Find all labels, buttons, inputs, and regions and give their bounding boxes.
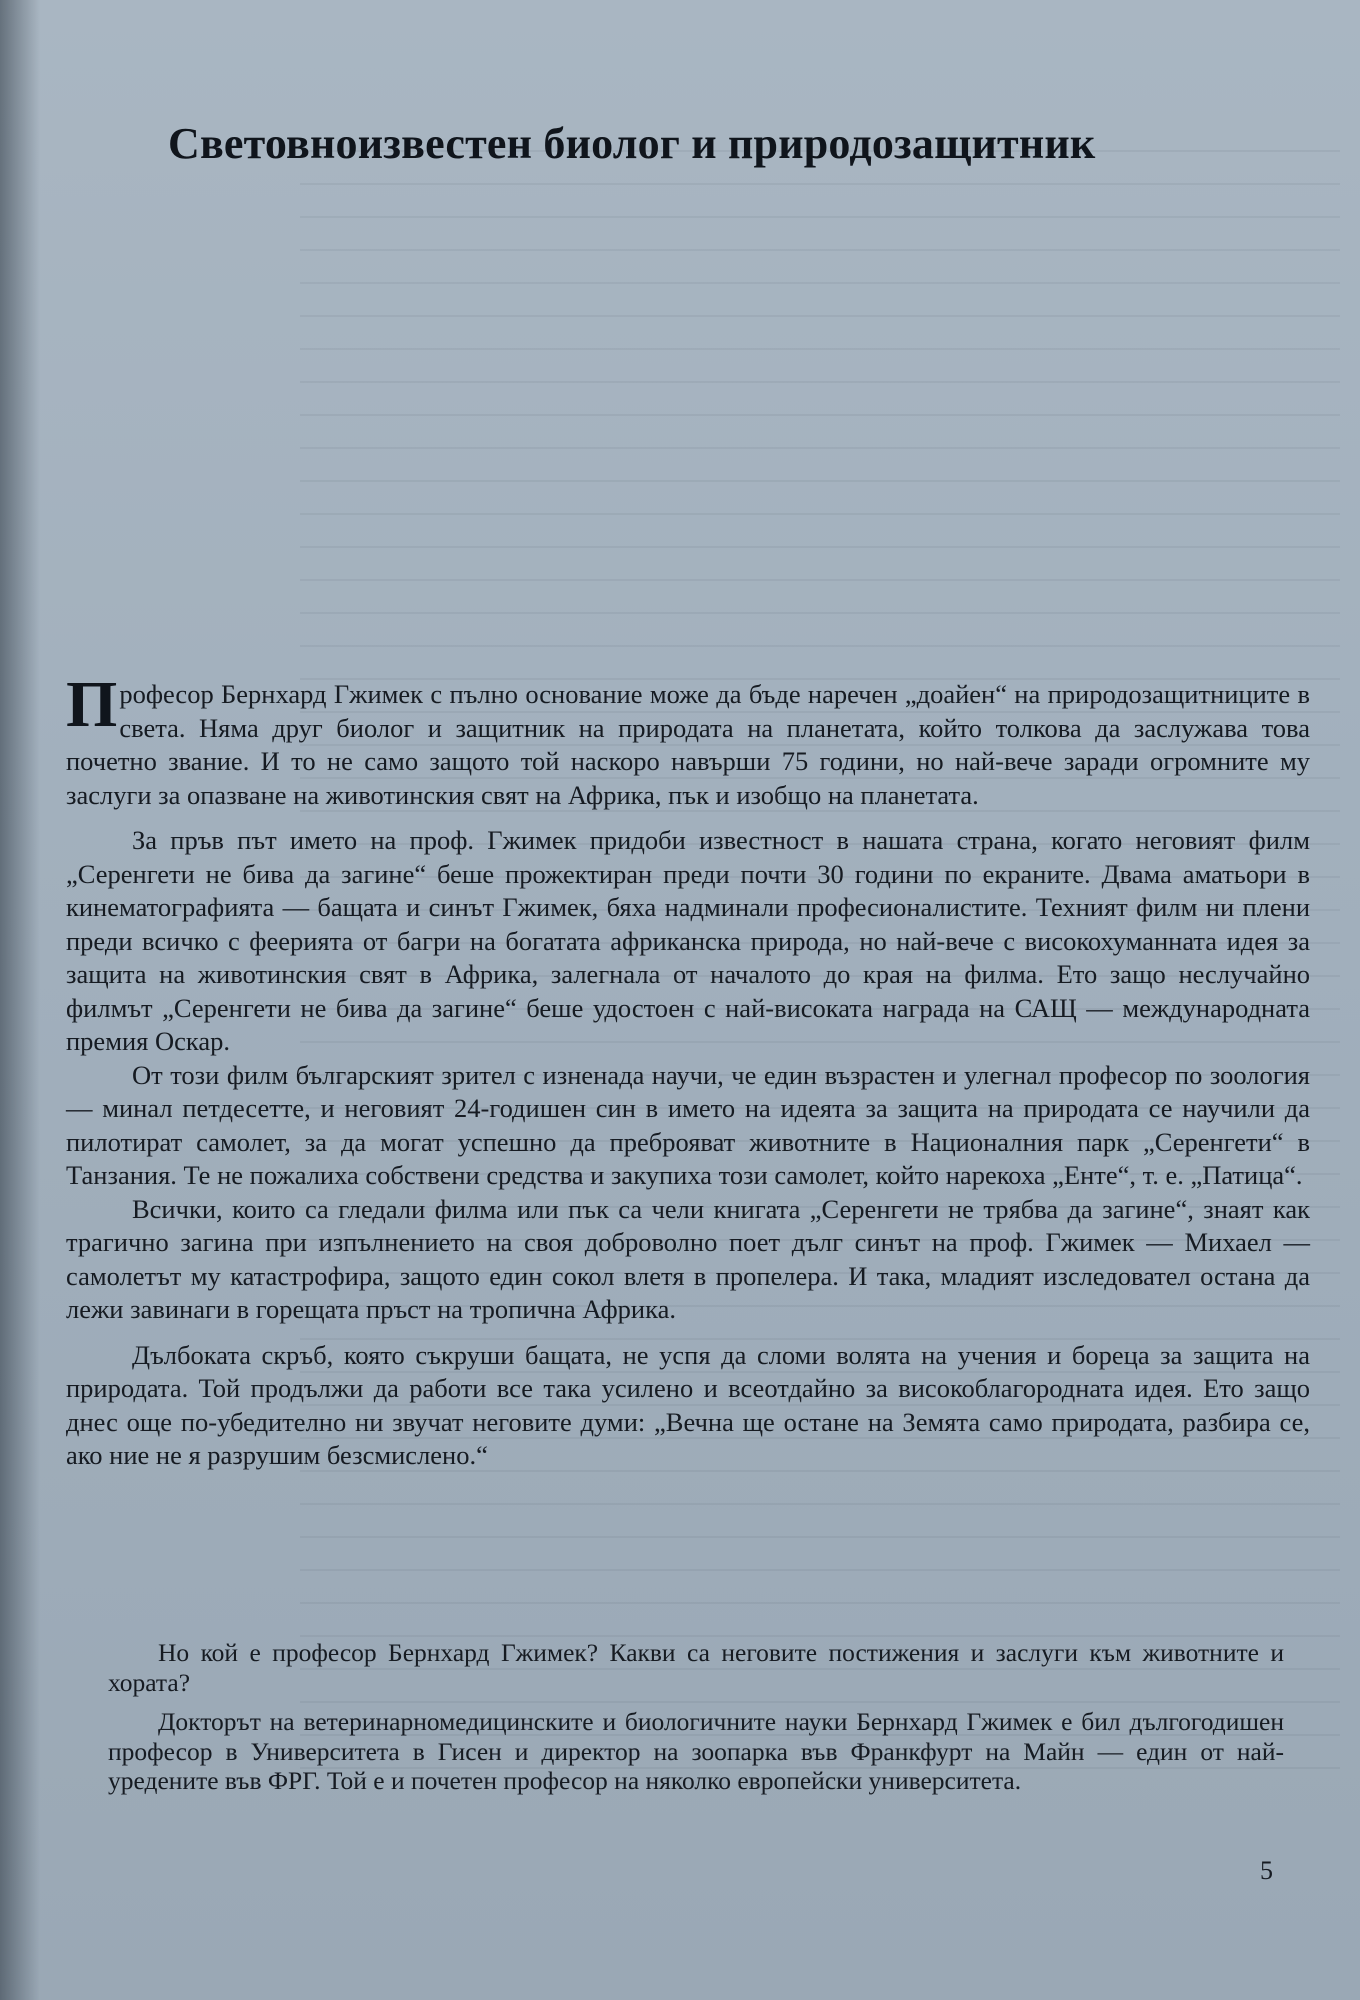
paragraph-text: рофесор Бернхард Гжимек с пълно основание може да бъде наречен „доайен“ на природозащитниците в света. Няма друг биолог и защитник на природата на планетата, който толкова да заслужава това почетно звание. И то не само защото той наскоро навърши 75 години, но най-вече заради огромните му заслуги за опазване на животинския свят на Африка, пък и изобщо на планетата. <box>66 679 1310 810</box>
paragraph-6: Но кой е професор Бернхард Гжимек? Какви са неговите постижения и заслуги към животните и хората? <box>108 1638 1284 1697</box>
article-body-continued <box>108 1638 1284 1796</box>
paragraph-2: За пръв път името на проф. Гжимек придоби известност в нашата страна, когато неговият филм „Серенгети не бива да загине“ беше прожектиран преди почти 30 години по екраните. Двама аматьори в кинематографията — бащата и синът Гжимек, бяха надминали професионалистите. Техният филм ни плени преди всичко с феерията от багри на богатата африканска природа, но най-вече с високохуманната идея за защита на животинския свят в Африка, залегнала от началото до края на филма. Ето защо неслучайно филмът „Серенгети не бива да загине“ беше удостоен с най-високата награда на САЩ — международната премия Оскар. <box>66 825 1310 1056</box>
paragraph-4: Всички, които са гледали филма или пък са чели книгата „Серенгети не трябва да загине“, знаят как трагично загина при изпълнението на своя доброволно поет дълг синът на проф. Гжимек — Михаел — самолетът му катастрофира, защото един сокол влетя в пропелера. И така, младият изследовател остана да лежи завинаги в горещата пръст на тропична Африка. <box>66 1193 1310 1324</box>
page-number: 5 <box>1260 1856 1273 1885</box>
article-title: Световноизвестен биолог и природозащитник <box>168 119 1096 168</box>
paragraph-1 <box>66 668 1310 812</box>
paragraph-3: От този филм българският зрител с изненада научи, че един възрастен и улегнал професор по зоология — минал петдесетте, и неговият 24-годишен син в името на идеята за защита на природата се научили да пилотират самолет, за да могат успешно да преброяват животните в Националния парк „Серенгети“ в Танзания. Те не пожалиха собствени средства и закупиха този самолет, който нарекоха „Енте“, т. е. „Патица“. <box>66 1059 1310 1190</box>
paragraph-5: Дълбоката скръб, която съкруши бащата, не успя да сломи волята на учения и бореца за защита на природата. Той продължи да работи все така усилено и всеотдайно за високоблагородната идея. Ето защо днес още по-убедително ни звучат неговите думи: „Вечна ще остане на Земята само природата, разбира се, ако ние не я разрушим безсмислено.“ <box>66 1339 1310 1470</box>
drop-cap: П <box>66 668 118 741</box>
article-body <box>66 668 1310 1473</box>
paragraph-7: Докторът на ветеринарномедицинските и биологичните науки Бернхард Гжимек е бил дългогодишен професор в Университета в Гисен и директор на зоопарка във Франкфурт на Майн — един от най-уредените във ФРГ. Той е и почетен професор на няколко европейски университета. <box>108 1707 1284 1795</box>
